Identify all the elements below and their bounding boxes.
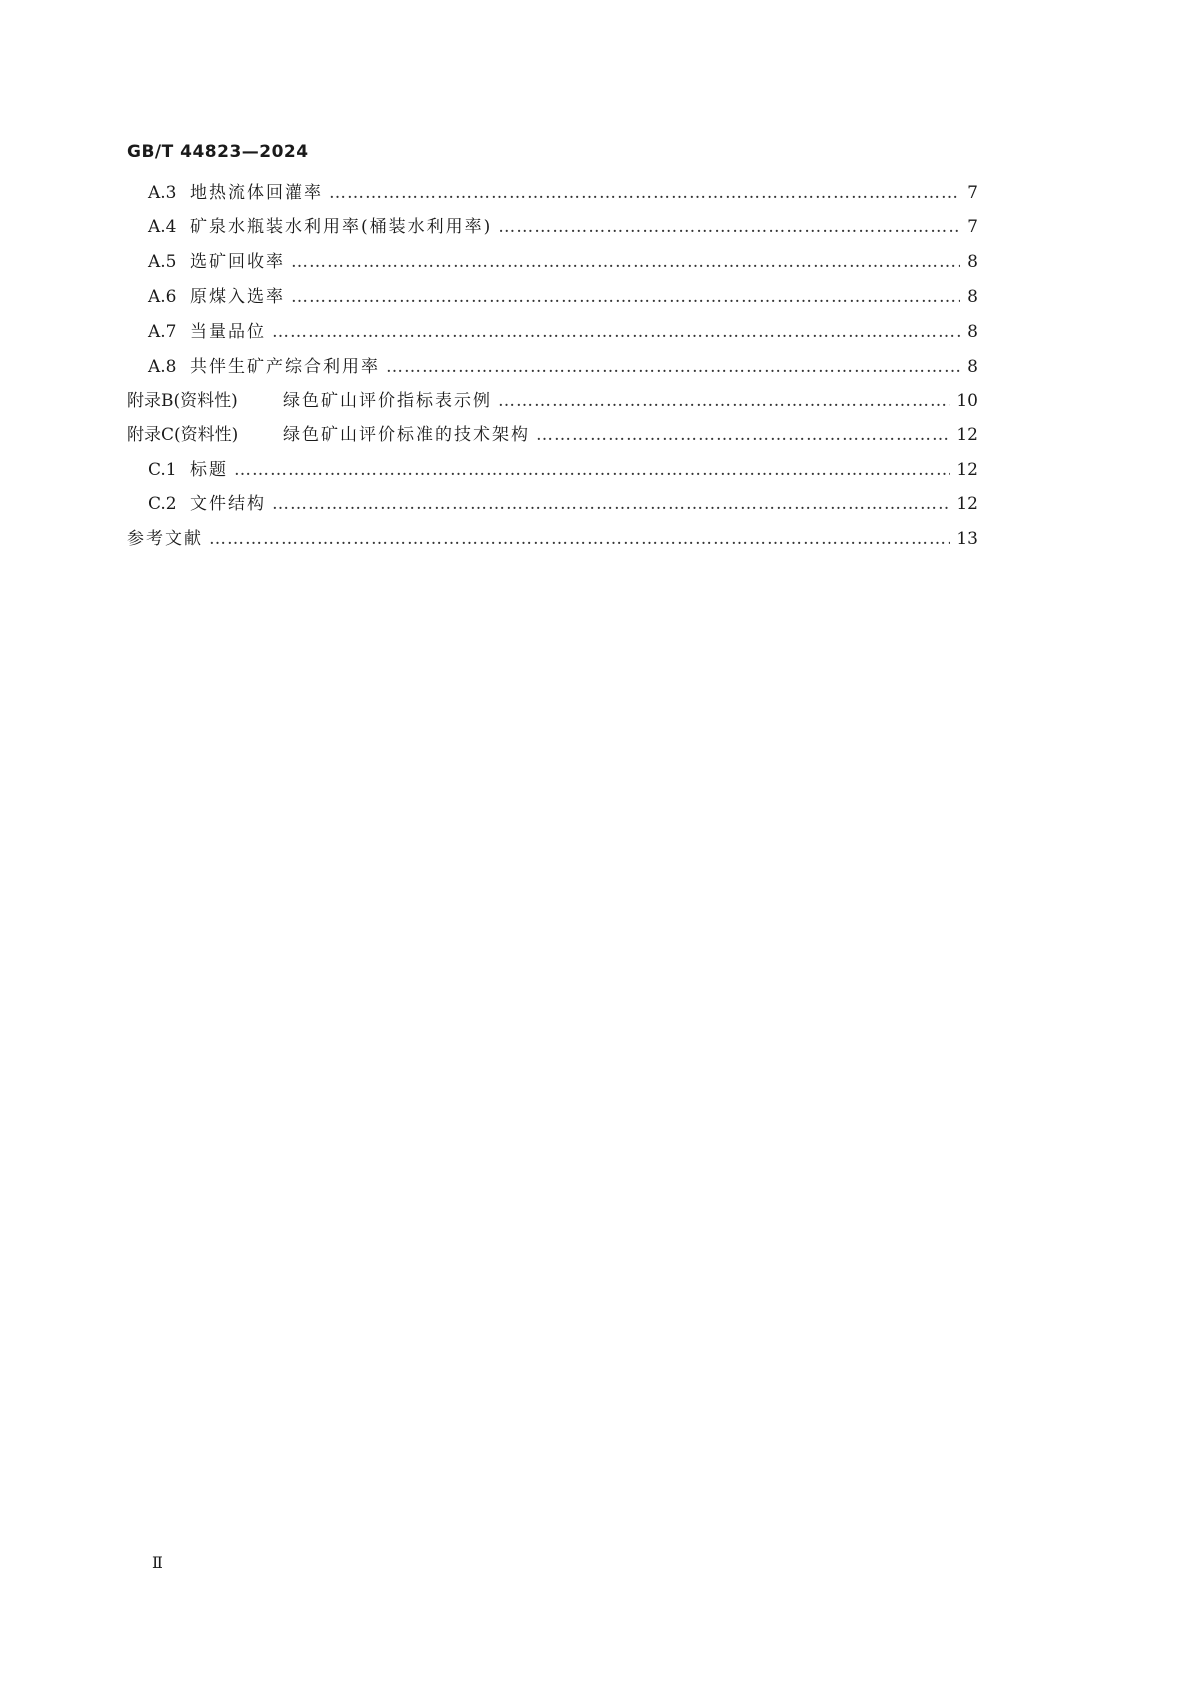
toc-entry-a4[interactable] bbox=[148, 214, 978, 240]
toc-entry-title: 选矿回收率 bbox=[190, 252, 285, 272]
dot-leader bbox=[536, 422, 950, 448]
toc-entry-a6[interactable] bbox=[148, 284, 978, 310]
page-number: Ⅱ bbox=[152, 1553, 163, 1572]
dot-leader bbox=[272, 319, 960, 345]
toc-entry-number: 附录B(资料性) bbox=[127, 391, 238, 411]
dot-leader bbox=[498, 214, 960, 240]
dot-leader bbox=[291, 249, 960, 275]
toc-entry-page: 8 bbox=[967, 252, 978, 272]
toc-entry-a5[interactable] bbox=[148, 249, 978, 275]
toc-entry-title: 参考文献 bbox=[127, 529, 203, 549]
toc-entry-page: 12 bbox=[956, 425, 978, 445]
toc-entry-a3[interactable] bbox=[148, 180, 978, 206]
dot-leader bbox=[498, 388, 950, 414]
toc-entry-page: 8 bbox=[967, 357, 978, 377]
toc-entry-page: 7 bbox=[967, 217, 978, 237]
toc-entry-page: 8 bbox=[967, 287, 978, 307]
toc-entry-c1[interactable] bbox=[148, 457, 978, 483]
toc-entry-title: 矿泉水瓶装水利用率(桶装水利用率) bbox=[190, 217, 493, 237]
toc-entry-number: A.6 bbox=[148, 287, 177, 307]
toc-entry-title: 绿色矿山评价指标表示例 bbox=[283, 391, 492, 411]
toc-entry-title: 标题 bbox=[190, 460, 228, 480]
toc-entry-number: A.5 bbox=[148, 252, 177, 272]
toc-entry-title: 文件结构 bbox=[190, 494, 266, 514]
toc-entry-title: 当量品位 bbox=[190, 322, 266, 342]
toc-entry-number: C.1 bbox=[148, 460, 177, 480]
toc-entry-title: 绿色矿山评价标准的技术架构 bbox=[283, 425, 530, 445]
toc-entry-title: 地热流体回灌率 bbox=[190, 183, 323, 203]
toc-entry-a8[interactable] bbox=[148, 354, 978, 380]
toc-entry-references[interactable] bbox=[127, 526, 978, 552]
toc-entry-c2[interactable] bbox=[148, 491, 978, 517]
toc-entry-number: A.3 bbox=[148, 183, 177, 203]
dot-leader bbox=[291, 284, 960, 310]
toc-entry-appendix-c[interactable] bbox=[127, 422, 978, 448]
toc-entry-page: 7 bbox=[967, 183, 978, 203]
dot-leader bbox=[329, 180, 960, 206]
toc-entry-page: 13 bbox=[956, 529, 978, 549]
toc-entry-page: 8 bbox=[967, 322, 978, 342]
dot-leader bbox=[234, 457, 950, 483]
toc-entry-number: A.4 bbox=[148, 217, 177, 237]
toc-entry-page: 12 bbox=[956, 494, 978, 514]
document-code-header: GB/T 44823—2024 bbox=[127, 142, 309, 162]
dot-leader bbox=[209, 526, 950, 552]
toc-entry-number: C.2 bbox=[148, 494, 177, 514]
toc-entry-title: 共伴生矿产综合利用率 bbox=[190, 357, 380, 377]
toc-entry-a7[interactable] bbox=[148, 319, 978, 345]
toc-entry-page: 10 bbox=[956, 391, 978, 411]
toc-entry-number: A.8 bbox=[148, 357, 177, 377]
toc-entry-number: 附录C(资料性) bbox=[127, 425, 239, 445]
dot-leader bbox=[272, 491, 950, 517]
dot-leader bbox=[386, 354, 960, 380]
toc-entry-appendix-b[interactable] bbox=[127, 388, 978, 414]
toc-entry-number: A.7 bbox=[148, 322, 177, 342]
toc-entry-title: 原煤入选率 bbox=[190, 287, 285, 307]
toc-entry-page: 12 bbox=[956, 460, 978, 480]
